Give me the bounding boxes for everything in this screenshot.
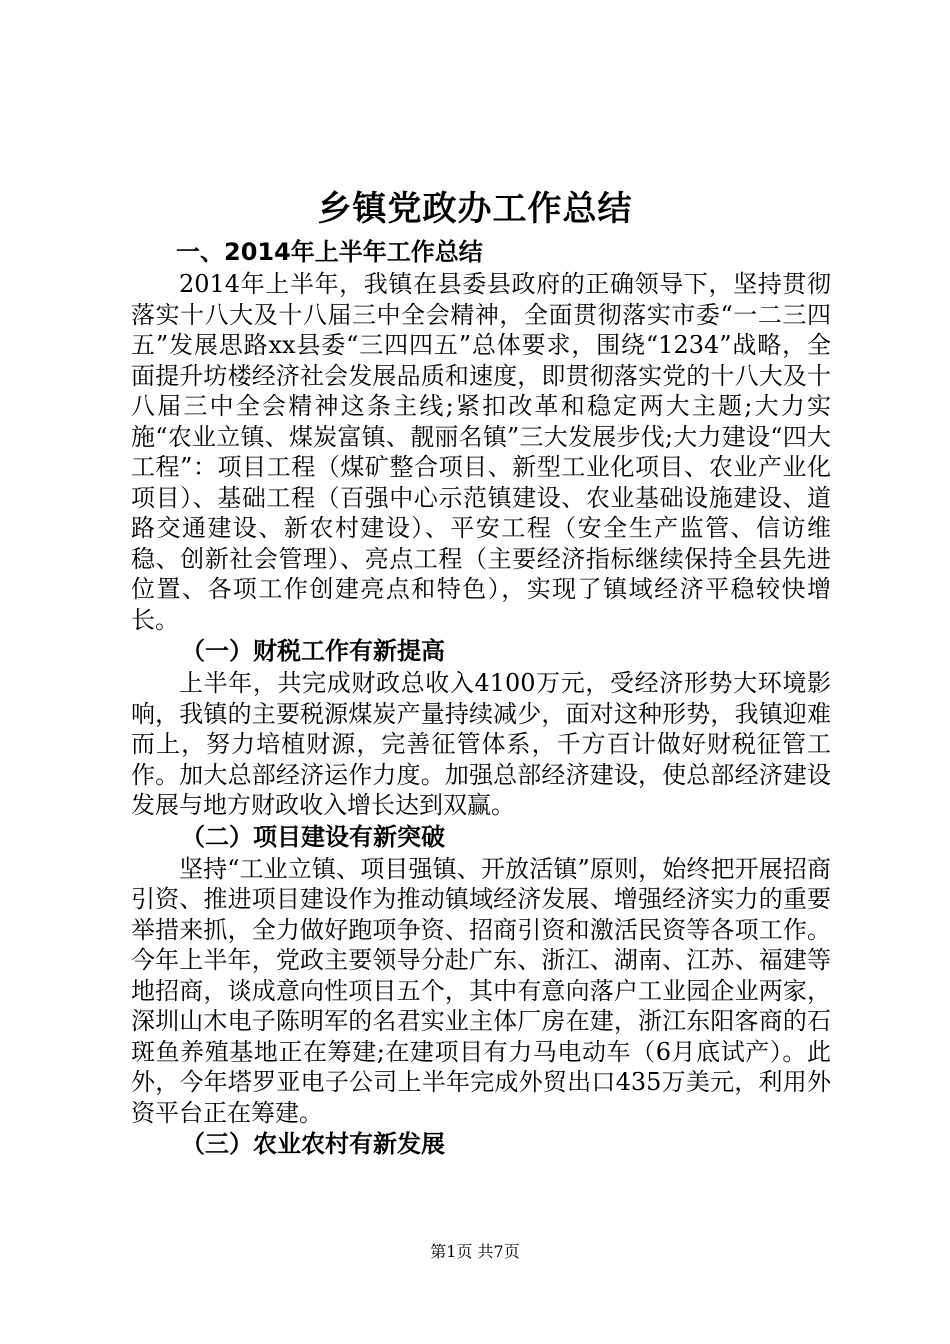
subsection-heading-agriculture: （三）农业农村有新发展: [181, 1130, 445, 1158]
subsection-heading-finance: （一）财税工作有新提高: [181, 637, 445, 665]
document-title: 乡镇党政办工作总结: [317, 189, 633, 229]
subsection-paragraph-projects: 坚持“工业立镇、项目强镇、开放活镇”原则，始终把开展招商引资、推进项目建设作为推动镇域经济发展、增强经济实力的重要举措来抓，全力做好跑项争资、招商引资和激活民资等各项工作。今年上半年，党政主要领导分赴广东、浙江、湖南、江苏、福建等地招商，谈成意向性项目五个，其中有意向落户工业园企业两家，深圳山木电子陈明军的名君实业主体厂房在建，浙江东阳客商的石斑鱼养殖基地正在筹建;在建项目有力马电动车（6月底试产）。此外，今年塔罗亚电子公司上半年完成外贸出口435万美元，利用外资平台正在筹建。: [131, 854, 831, 1127]
section-heading: 一、2014年上半年工作总结: [176, 238, 483, 266]
document-body: [131, 236, 831, 1161]
intro-paragraph: 2014年上半年，我镇在县委县政府的正确领导下，坚持贯彻落实十八大及十八届三中全会精神，全面贯彻落实市委“一二三四五”发展思路xx县委“三四四五”总体要求，围绕“1234”战略，全面提升坊楼经济社会发展品质和速度，即贯彻落实党的十八大及十八届三中全会精神这条主线;紧扣改革和稳定两大主题;大力实施“农业立镇、煤炭富镇、靓丽名镇”三大发展步伐;大力建设“四大工程”：项目工程（煤矿整合项目、新型工业化项目、农业产业化项目）、基础工程（百强中心示范镇建设、农业基础设施建设、道路交通建设、新农村建设）、平安工程（安全生产监管、信访维稳、创新社会管理）、亮点工程（主要经济指标继续保持全县先进位置、各项工作创建亮点和特色），实现了镇域经济平稳较快增长。: [131, 270, 831, 634]
page-number-footer: 第1页 共7页: [430, 1242, 520, 1261]
subsection-heading-projects: （二）项目建设有新突破: [181, 822, 445, 851]
subsection-paragraph-finance: 上半年，共完成财政总收入4100万元，受经济形势大环境影响，我镇的主要税源煤炭产量持续减少，面对这种形势，我镇迎难而上，努力培植财源，完善征管体系，千方百计做好财税征管工作。加大总部经济运作力度。加强总部经济建设，使总部经济建设发展与地方财政收入增长达到双赢。: [131, 669, 831, 819]
